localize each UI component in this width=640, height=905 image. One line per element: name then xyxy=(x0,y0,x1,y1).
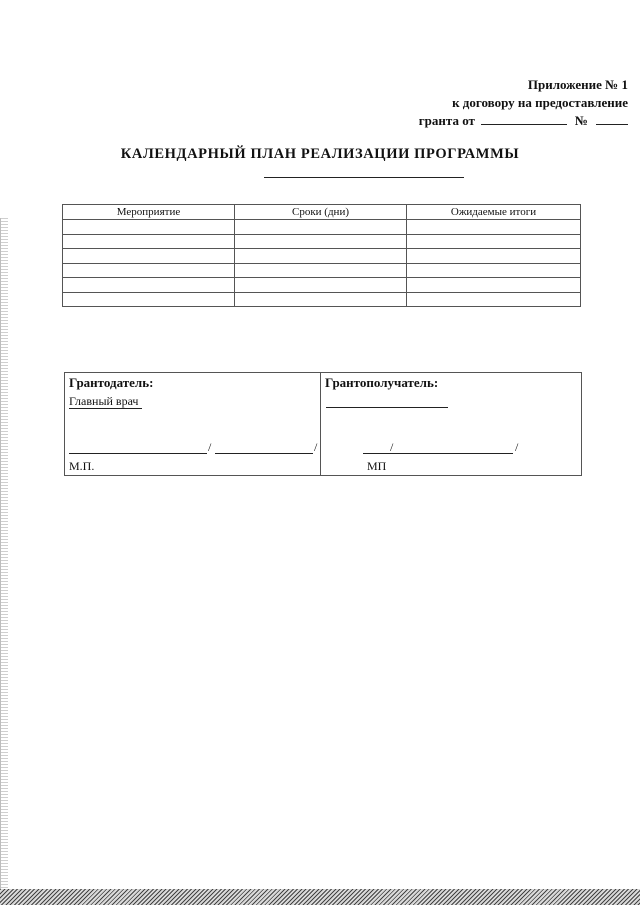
table-cell[interactable] xyxy=(235,220,407,235)
grant-date-blank xyxy=(481,124,567,125)
column-header-activity: Мероприятие xyxy=(63,205,235,220)
table-cell[interactable] xyxy=(63,220,235,235)
grantee-heading: Грантополучатель: xyxy=(325,375,439,390)
grantor-name-blank xyxy=(215,453,313,454)
table-cell[interactable] xyxy=(63,292,235,307)
appendix-contract-ref: к договору на предоставление xyxy=(452,95,628,110)
calendar-plan-table xyxy=(62,204,581,307)
grantee-name-blank xyxy=(397,453,513,454)
table-cell[interactable] xyxy=(407,249,581,264)
table-row xyxy=(63,249,581,264)
grant-date-label: гранта от xyxy=(418,113,475,128)
table-row xyxy=(63,234,581,249)
appendix-grant-line xyxy=(419,112,628,130)
grantor-stamp-label: М.П. xyxy=(69,459,95,473)
table-cell[interactable] xyxy=(235,234,407,249)
table-row xyxy=(63,292,581,307)
grantor-signature-line[interactable] xyxy=(69,439,319,457)
table-cell[interactable] xyxy=(235,263,407,278)
grantor-signature-section xyxy=(65,373,321,475)
table-row xyxy=(63,220,581,235)
table-cell[interactable] xyxy=(63,278,235,293)
grant-number-label: № xyxy=(574,113,588,128)
table-cell[interactable] xyxy=(407,278,581,293)
table-cell[interactable] xyxy=(235,278,407,293)
grant-number-blank xyxy=(596,124,628,125)
grantor-signature-blank xyxy=(69,453,207,454)
table-cell[interactable] xyxy=(407,234,581,249)
scan-bottom-edge xyxy=(0,889,640,905)
title-underline xyxy=(264,177,464,178)
table-cell[interactable] xyxy=(63,234,235,249)
table-cell[interactable] xyxy=(235,249,407,264)
grantor-signature-slash: / xyxy=(208,440,212,454)
table-cell[interactable] xyxy=(407,220,581,235)
grantee-signature-section xyxy=(321,373,581,475)
document-title: КАЛЕНДАРНЫЙ ПЛАН РЕАЛИЗАЦИИ ПРОГРАММЫ xyxy=(120,146,520,162)
table-cell[interactable] xyxy=(235,292,407,307)
table-row xyxy=(63,263,581,278)
table-cell[interactable] xyxy=(63,263,235,278)
table-row xyxy=(63,278,581,293)
grantee-signature-line[interactable] xyxy=(363,439,577,457)
appendix-number: Приложение № 1 xyxy=(527,77,628,92)
grantor-position: Главный врач xyxy=(69,394,142,409)
grantee-signature-slash-end: / xyxy=(515,440,519,454)
column-header-expected-results: Ожидаемые итоги xyxy=(407,205,581,220)
signatures-block xyxy=(64,372,582,476)
table-header-row xyxy=(63,205,581,220)
column-header-duration: Сроки (дни) xyxy=(235,205,407,220)
grantor-signature-slash-end: / xyxy=(314,440,318,454)
grantee-stamp-label: МП xyxy=(367,459,387,473)
scan-left-edge xyxy=(0,218,8,890)
table-cell[interactable] xyxy=(407,263,581,278)
grantor-heading: Грантодатель: xyxy=(69,375,154,390)
appendix-header xyxy=(419,76,628,130)
table-cell[interactable] xyxy=(407,292,581,307)
table-cell[interactable] xyxy=(63,249,235,264)
grantee-position-blank[interactable] xyxy=(326,407,448,408)
grantee-signature-slash: / xyxy=(390,440,394,454)
